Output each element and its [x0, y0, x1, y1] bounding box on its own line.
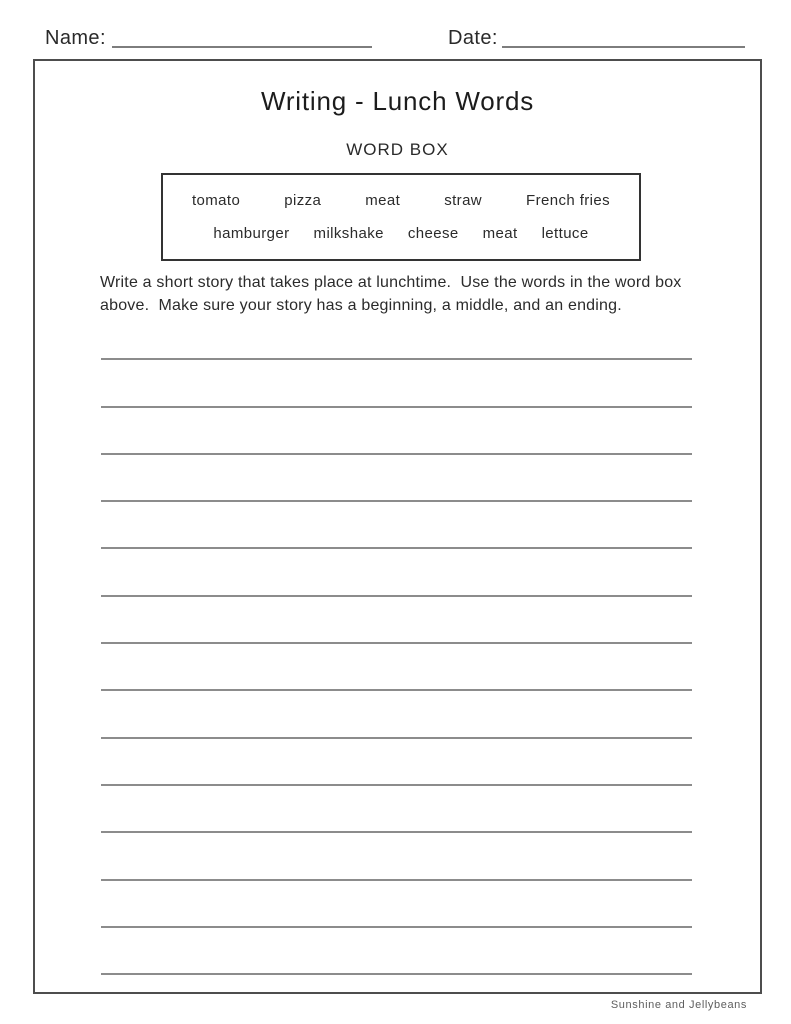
- writing-line: [101, 502, 692, 549]
- date-blank-line: [502, 28, 745, 48]
- writing-line: [101, 881, 692, 928]
- page-title: Writing - Lunch Words: [260, 86, 535, 116]
- word-box-row: [163, 192, 639, 209]
- writing-line: [101, 786, 692, 833]
- writing-line: [101, 408, 692, 455]
- word: hamburger: [213, 225, 290, 243]
- writing-line: [101, 644, 692, 691]
- word: lettuce: [541, 225, 589, 243]
- name-blank-line: [112, 28, 372, 48]
- word-box: [161, 173, 641, 261]
- word: pizza: [284, 191, 322, 209]
- word-box-row: [163, 225, 639, 242]
- word: meat: [365, 191, 401, 209]
- word: straw: [444, 191, 483, 209]
- footer-credit: Sunshine and Jellybeans: [610, 999, 747, 1011]
- writing-line: [101, 455, 692, 502]
- word: meat: [482, 225, 518, 243]
- instructions-text: Write a short story that takes place at lunchtime. Use the words in the word box above. Make sure your story has a beginning, a middle, and an ending.: [100, 274, 687, 314]
- writing-line: [101, 549, 692, 596]
- word: milkshake: [313, 225, 384, 243]
- writing-line: [101, 313, 692, 360]
- word-box-label: WORD BOX: [346, 140, 449, 159]
- writing-lines: [101, 313, 692, 975]
- writing-line: [101, 833, 692, 880]
- word: cheese: [407, 225, 459, 243]
- name-label: Name:: [45, 27, 106, 49]
- writing-line: [101, 739, 692, 786]
- writing-line: [101, 597, 692, 644]
- writing-line: [101, 360, 692, 407]
- writing-line: [101, 691, 692, 738]
- word: French fries: [526, 191, 611, 209]
- date-label: Date:: [448, 27, 498, 49]
- word: tomato: [191, 191, 241, 209]
- writing-line: [101, 928, 692, 975]
